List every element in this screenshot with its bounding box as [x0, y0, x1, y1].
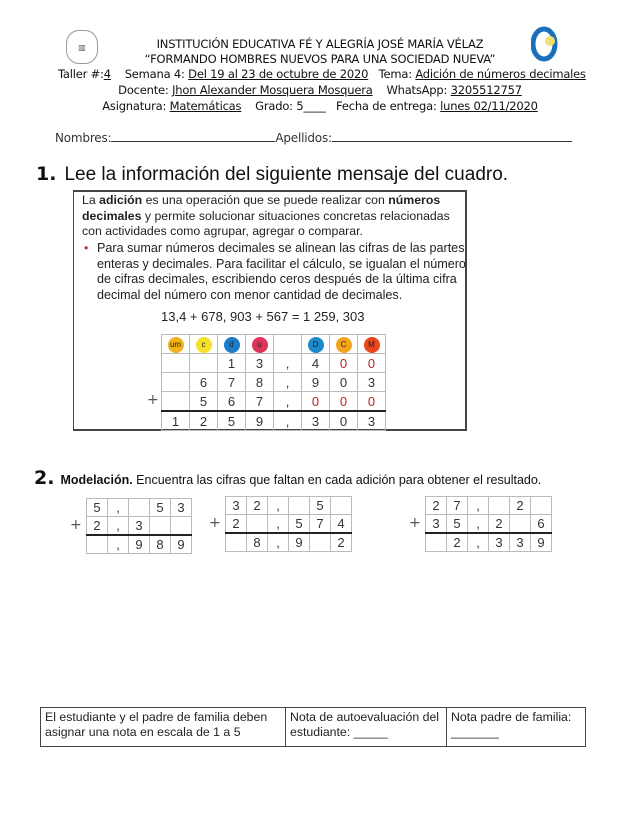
- bold-term: números decimales: [82, 193, 441, 223]
- info-line-2: [0, 83, 640, 97]
- grid-row: [87, 499, 192, 517]
- digit-cell: 6: [531, 515, 552, 534]
- blank-digit-cell[interactable]: [171, 517, 192, 536]
- digit-cell: ,: [468, 533, 489, 552]
- grading-table: [40, 707, 586, 747]
- plus-sign: +: [209, 515, 221, 531]
- blank-digit-cell[interactable]: [331, 497, 352, 515]
- column-header: [162, 335, 190, 354]
- digit-cell: 2: [489, 515, 510, 534]
- section-1-title: Lee la información del siguiente mensaje del cuadro.: [64, 164, 509, 185]
- plus-sign: +: [70, 517, 82, 533]
- grid-row: [226, 515, 352, 534]
- digit-cell: 9: [246, 411, 274, 431]
- section-2-number: 2.: [34, 467, 55, 489]
- digit-cell: 3: [129, 517, 150, 536]
- student-self-grade[interactable]: Nota de autoevaluación del estudiante: _____: [286, 708, 447, 747]
- place-value-badge: d: [224, 337, 240, 353]
- digit-cell: 3: [510, 533, 531, 552]
- addition-grid-2: [225, 496, 352, 552]
- grid-row: [426, 497, 552, 515]
- column-header: [358, 335, 386, 354]
- digit-cell: 2: [226, 515, 247, 534]
- digit-cell: 6: [218, 392, 246, 412]
- taller-value: 4: [103, 67, 111, 81]
- place-value-badge: D: [308, 337, 324, 353]
- digit-cell: ,: [108, 499, 129, 517]
- asignatura-value: Matemáticas: [169, 99, 242, 113]
- section-2-heading: [34, 467, 541, 489]
- digit-cell: ,: [108, 535, 129, 554]
- digit-cell: 0: [330, 411, 358, 431]
- digit-cell: 3: [489, 533, 510, 552]
- column-header: [246, 335, 274, 354]
- semana-value: Del 19 al 23 de octubre de 2020: [188, 67, 369, 81]
- digit-cell: 5: [310, 497, 331, 515]
- digit-cell: ,: [268, 533, 289, 552]
- grid-row: [226, 497, 352, 515]
- section-2-title: Encuentra las cifras que faltan en cada adición para obtener el resultado.: [132, 473, 542, 487]
- blank-digit-cell[interactable]: [426, 533, 447, 552]
- docente-value: Jhon Alexander Mosquera Mosquera: [172, 83, 373, 97]
- grid-row: [87, 535, 192, 554]
- column-header: [274, 335, 302, 354]
- digit-cell: 2: [87, 517, 108, 536]
- place-value-table: [161, 334, 386, 431]
- blank-digit-cell[interactable]: [247, 515, 268, 534]
- digit-cell: 0: [302, 392, 330, 412]
- text: La: [82, 193, 100, 207]
- text: y permite solucionar situaciones concretas relacionadas con actividades como agrupar, agregar o comparar.: [82, 208, 450, 238]
- table-header-row: [162, 335, 386, 354]
- grado-value: 5____: [296, 99, 326, 113]
- digit-cell: 4: [302, 354, 330, 373]
- grado-label: Grado:: [255, 99, 293, 113]
- column-header: [190, 335, 218, 354]
- info-bullet: [84, 241, 468, 303]
- digit-cell: 6: [190, 373, 218, 392]
- digit-cell: 2: [247, 497, 268, 515]
- digit-cell: ,: [274, 354, 302, 373]
- info-line-3: [0, 99, 640, 113]
- digit-cell: 5: [289, 515, 310, 534]
- blank-digit-cell[interactable]: [510, 515, 531, 534]
- digit-cell: ,: [268, 497, 289, 515]
- example-equation: 13,4 + 678, 903 + 567 = 1 259, 303: [161, 309, 365, 324]
- digit-cell: 9: [171, 535, 192, 554]
- place-value-badge: M: [364, 337, 380, 353]
- asignatura-label: Asignatura:: [102, 99, 167, 113]
- digit-cell: 2: [426, 497, 447, 515]
- digit-cell: 3: [302, 411, 330, 431]
- digit-cell: 3: [246, 354, 274, 373]
- grid-row: [426, 533, 552, 552]
- place-value-badge: C: [336, 337, 352, 353]
- blank-digit-cell[interactable]: [150, 517, 171, 536]
- table-row: [162, 411, 386, 431]
- blank-digit-cell[interactable]: [531, 497, 552, 515]
- fecha-value: lunes 02/11/2020: [440, 99, 538, 113]
- blank-digit-cell[interactable]: [226, 533, 247, 552]
- digit-cell: 0: [330, 354, 358, 373]
- digit-cell: 3: [426, 515, 447, 534]
- digit-cell: [162, 354, 190, 373]
- digit-cell: 5: [447, 515, 468, 534]
- parent-grade[interactable]: Nota padre de familia: _______: [447, 708, 586, 747]
- digit-cell: 2: [331, 533, 352, 552]
- info-paragraph: [82, 193, 467, 240]
- digit-cell: 2: [510, 497, 531, 515]
- grid-row: [426, 515, 552, 534]
- place-value-badge: um: [168, 337, 184, 353]
- blank-digit-cell[interactable]: [87, 535, 108, 554]
- school-seal-logo: ▥: [66, 30, 98, 64]
- grading-row: [41, 708, 586, 747]
- digit-cell: 2: [190, 411, 218, 431]
- digit-cell: 3: [358, 411, 386, 431]
- apellidos-field[interactable]: [332, 141, 572, 142]
- section-2-title-bold: Modelación.: [60, 473, 133, 487]
- digit-cell: 5: [218, 411, 246, 431]
- digit-cell: 4: [331, 515, 352, 534]
- digit-cell: 0: [358, 354, 386, 373]
- digit-cell: [190, 354, 218, 373]
- addition-grid-1: [86, 498, 192, 554]
- bullet-icon: •: [84, 241, 89, 255]
- tema-label: Tema:: [378, 67, 412, 81]
- digit-cell: 1: [162, 411, 190, 431]
- blank-digit-cell[interactable]: [310, 533, 331, 552]
- fecha-label: Fecha de entrega:: [336, 99, 437, 113]
- info-line-1: [58, 67, 586, 81]
- digit-cell: ,: [268, 515, 289, 534]
- digit-cell: ,: [468, 515, 489, 534]
- docente-label: Docente:: [118, 83, 169, 97]
- digit-cell: ,: [274, 392, 302, 412]
- institution-motto: “FORMANDO HOMBRES NUEVOS PARA UNA SOCIEDAD NUEVA”: [144, 52, 496, 66]
- digit-cell: 8: [246, 373, 274, 392]
- digit-cell: ,: [468, 497, 489, 515]
- nombres-field[interactable]: [111, 141, 275, 142]
- digit-cell: [162, 392, 190, 412]
- table-row: [162, 392, 386, 412]
- digit-cell: 1: [218, 354, 246, 373]
- bold-term: adición: [99, 193, 143, 207]
- digit-cell: ,: [274, 411, 302, 431]
- grid-row: [226, 533, 352, 552]
- nombres-label: Nombres:: [55, 131, 112, 145]
- table-row: [162, 373, 386, 392]
- semana-label: Semana 4:: [124, 67, 185, 81]
- digit-cell: 5: [150, 499, 171, 517]
- digit-cell: 3: [171, 499, 192, 517]
- column-header: [218, 335, 246, 354]
- digit-cell: 9: [129, 535, 150, 554]
- institution-name: INSTITUCIÓN EDUCATIVA FÉ Y ALEGRÍA JOSÉ MARÍA VÉLAZ: [156, 37, 484, 51]
- whatsapp-label: WhatsApp:: [386, 83, 448, 97]
- column-header: [330, 335, 358, 354]
- place-value-badge: u: [252, 337, 268, 353]
- digit-cell: 0: [358, 392, 386, 412]
- plus-sign: +: [147, 392, 159, 408]
- grading-instructions: El estudiante y el padre de familia deben asignar una nota en escala de 1 a 5: [41, 708, 286, 747]
- digit-cell: 3: [226, 497, 247, 515]
- digit-cell: ,: [274, 373, 302, 392]
- plus-sign: +: [409, 515, 421, 531]
- digit-cell: 5: [190, 392, 218, 412]
- tema-value: Adición de números decimales: [415, 67, 586, 81]
- name-line: [55, 131, 572, 145]
- grid-row: [87, 517, 192, 536]
- blank-digit-cell[interactable]: [289, 497, 310, 515]
- whatsapp-value: 3205512757: [450, 83, 522, 97]
- digit-cell: 8: [247, 533, 268, 552]
- bullet-text: Para sumar números decimales se alinean las cifras de las partes enteras y decimales. Para facilitar el cálculo, se igualan el número de cifras decimales, escribiendo ceros después de la última cifra decimal del número con menor cantidad de decimales.: [97, 241, 466, 302]
- blank-digit-cell[interactable]: [489, 497, 510, 515]
- digit-cell: 3: [358, 373, 386, 392]
- digit-cell: [162, 373, 190, 392]
- digit-cell: ,: [108, 517, 129, 536]
- apellidos-label: Apellidos:: [275, 131, 332, 145]
- digit-cell: 7: [310, 515, 331, 534]
- column-header: [302, 335, 330, 354]
- table-row: [162, 354, 386, 373]
- section-1-number: 1.: [36, 163, 57, 185]
- digit-cell: 7: [447, 497, 468, 515]
- digit-cell: 0: [330, 373, 358, 392]
- digit-cell: 7: [246, 392, 274, 412]
- place-value-badge: c: [196, 337, 212, 353]
- digit-cell: 9: [531, 533, 552, 552]
- blank-digit-cell[interactable]: [129, 499, 150, 517]
- addition-grid-3: [425, 496, 552, 552]
- digit-cell: 9: [302, 373, 330, 392]
- digit-cell: 9: [289, 533, 310, 552]
- digit-cell: 8: [150, 535, 171, 554]
- digit-cell: 2: [447, 533, 468, 552]
- taller-label: Taller #:: [58, 67, 104, 81]
- text: es una operación que se puede realizar con: [142, 193, 389, 207]
- section-1-heading: [36, 163, 508, 186]
- digit-cell: 0: [330, 392, 358, 412]
- digit-cell: 7: [218, 373, 246, 392]
- digit-cell: 5: [87, 499, 108, 517]
